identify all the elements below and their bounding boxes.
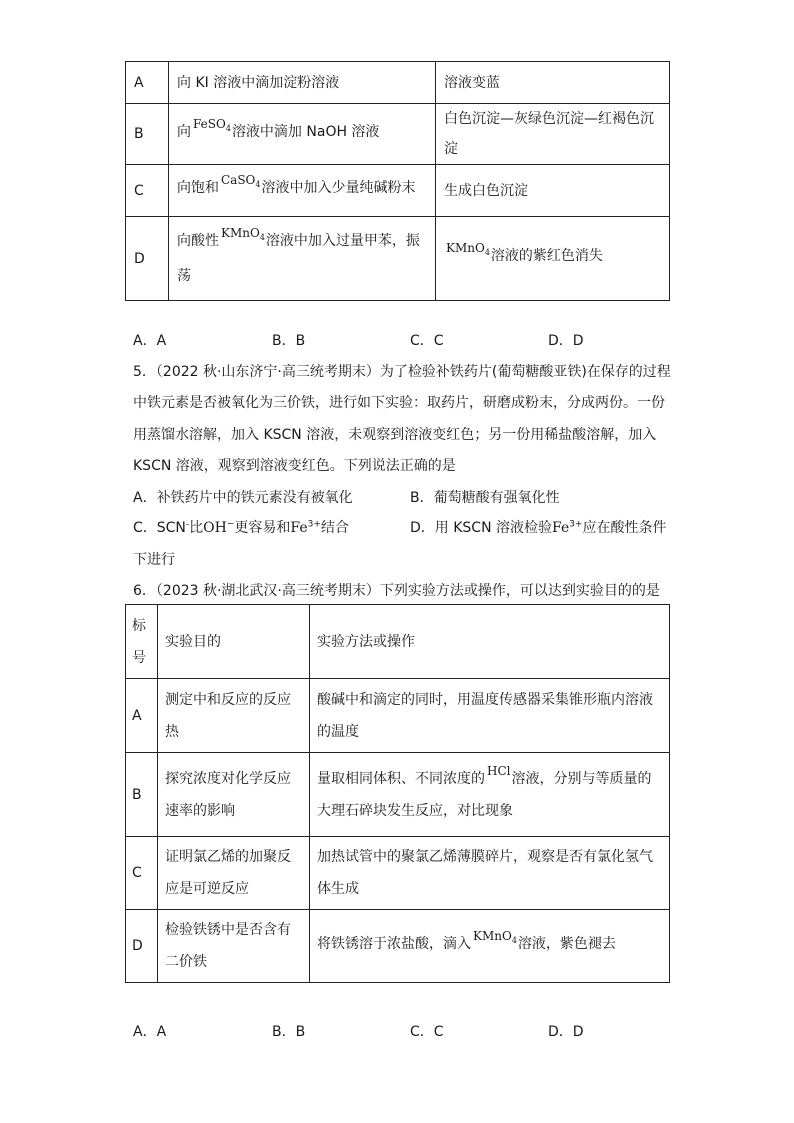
text-part: 溶液的紫红色消失 [490, 248, 603, 264]
formula-text: CaSO [221, 173, 256, 187]
q5-option-c[interactable] [133, 517, 349, 537]
text-part: 应在酸性条件 [582, 520, 667, 536]
superscript: − [226, 519, 235, 530]
option-d[interactable]: D．D [548, 1024, 584, 1040]
text-part: 证明氯乙烯的加聚反 [165, 849, 291, 865]
q5-option-b[interactable]: B．葡萄糖酸有强氧化性 [410, 490, 560, 506]
option-c[interactable]: C．C [410, 1024, 444, 1040]
row-label: C [126, 165, 169, 217]
superscript: - [185, 519, 190, 530]
method-cell [310, 679, 670, 753]
text-part: 应是可逆反应 [165, 881, 249, 897]
header-label [126, 605, 158, 679]
option-b[interactable]: B．B [272, 1024, 306, 1040]
text-part: C．SCN [133, 520, 186, 536]
text-part: 标 [132, 617, 146, 634]
formula-text: OH [203, 520, 227, 536]
table-row [126, 62, 670, 104]
formula-text: KMnO [446, 241, 485, 255]
text-part: 溶液中加入少量纯碱粉末 [261, 180, 416, 196]
q6-table [125, 604, 670, 983]
text-part: 量取相同体积、不同浓度的 [317, 770, 485, 787]
q5-stem-line: KSCN 溶液，观察到溶液变红色。下列说法正确的是 [133, 458, 456, 474]
formula [473, 929, 517, 943]
text-part: 速率的影响 [165, 802, 235, 819]
header-method: 实验方法或操作 [310, 605, 670, 679]
formula-text: Fe [552, 520, 570, 536]
option-a[interactable]: A．A [133, 1024, 167, 1040]
text-part: 溶液中加入过量甲苯，振 [265, 233, 420, 249]
formula [221, 226, 265, 240]
phenomenon-cell [436, 217, 670, 301]
table-row [126, 679, 670, 753]
method-cell [310, 910, 670, 983]
text-part: 体生成 [317, 881, 359, 897]
q4-table [125, 61, 670, 301]
formula-text: Fe [290, 520, 308, 536]
text-part: 加热试管中的聚氯乙烯薄膜碎片，观察是否有氯化氢气 [317, 849, 653, 865]
q5-option-d[interactable] [410, 517, 667, 537]
table-header-row [126, 605, 670, 679]
text-part: 溶液中滴加 NaOH 溶液 [231, 123, 380, 140]
q5-stem-line: 5．（2022 秋·山东济宁·高三统考期末）为了检验补铁药片(葡萄糖酸亚铁)在保存的过程 [133, 364, 671, 380]
text-part: 更容易和 [234, 520, 291, 536]
text-part: 酸碱中和滴定的同时，用温度传感器采集锥形瓶内溶液 [317, 691, 653, 708]
table-row [126, 910, 670, 983]
row-label: D [126, 217, 169, 301]
formula-text: FeSO [193, 116, 226, 131]
text-part: 大理石碎块发生反应，对比现象 [317, 802, 513, 819]
operation-cell: 向 KI 溶液中滴加淀粉溶液 [169, 62, 436, 104]
text-part: 比 [189, 520, 204, 536]
text-part: 探究浓度对化学反应 [165, 770, 291, 787]
option-a[interactable]: A．A [133, 333, 167, 349]
row-label: B [126, 104, 169, 165]
superscript: 3+ [569, 519, 583, 530]
table-row [126, 217, 670, 301]
formula-text: KMnO [221, 226, 260, 240]
text-part: 热 [165, 723, 179, 740]
text-part: 将铁锈溶于浓盐酸，滴入 [317, 935, 471, 952]
formula-subscript: 4 [255, 180, 261, 189]
phenomenon-cell: 生成白色沉淀 [436, 165, 670, 217]
row-label: A [126, 679, 158, 753]
formula [446, 241, 490, 255]
purpose-cell [158, 837, 310, 910]
operation-cell [169, 165, 436, 217]
q5-stem-line: 中铁元素是否被氧化为三价铁，进行如下实验：取药片，研磨成粉末，分成两份。一份 [133, 395, 665, 411]
q6-stem: 6．（2023 秋·湖北武汉·高三统考期末）下列实验方法或操作，可以达到实验目的的是 [133, 583, 660, 599]
method-cell [310, 837, 670, 910]
text-part: 溶液，分别与等质量的 [511, 770, 652, 787]
text-part: 荡 [177, 268, 191, 284]
phenomenon-cell: 白色沉淀—灰绿色沉淀—红褐色沉淀 [436, 104, 670, 165]
text-part: 向饱和 [177, 180, 219, 196]
text-part: 结合 [320, 520, 349, 536]
text-part: D．用 KSCN 溶液检验 [410, 520, 552, 536]
table-row [126, 837, 670, 910]
purpose-cell [158, 910, 310, 983]
formula [221, 173, 261, 187]
text-part: 向酸性 [177, 233, 219, 249]
formula-subscript: 4 [225, 123, 231, 133]
table-row [126, 165, 670, 217]
purpose-cell [158, 679, 310, 753]
row-label: C [126, 837, 158, 910]
superscript: 3+ [307, 519, 321, 530]
formula-subscript: 4 [511, 935, 517, 945]
q5-option-a[interactable]: A．补铁药片中的铁元素没有被氧化 [133, 490, 353, 506]
method-cell [310, 753, 670, 837]
text-part: 测定中和反应的反应 [165, 691, 291, 708]
text-part: 二价铁 [165, 954, 207, 970]
table-row [126, 104, 670, 165]
operation-cell [169, 217, 436, 301]
operation-cell [169, 104, 436, 165]
text-part: 的温度 [317, 723, 359, 740]
table-row [126, 753, 670, 837]
formula-text: KMnO [473, 928, 512, 943]
formula [193, 117, 231, 131]
header-purpose: 实验目的 [158, 605, 310, 679]
text-part: 检验铁锈中是否含有 [165, 922, 291, 938]
row-label: A [126, 62, 169, 104]
option-c[interactable]: C．C [410, 333, 444, 349]
q5-option-d-cont: 下进行 [133, 552, 175, 568]
formula-subscript: 4 [259, 233, 265, 242]
formula: HCl [487, 763, 511, 778]
text-part: 号 [132, 649, 146, 666]
purpose-cell [158, 753, 310, 837]
q5-stem-line: 用蒸馏水溶解，加入 KSCN 溶液，未观察到溶液变红色；另一份用稀盐酸溶解，加入 [133, 427, 657, 443]
option-d[interactable]: D．D [548, 333, 584, 349]
formula-subscript: 4 [484, 248, 490, 257]
row-label: B [126, 753, 158, 837]
row-label: D [126, 910, 158, 983]
phenomenon-cell: 溶液变蓝 [436, 62, 670, 104]
option-b[interactable]: B．B [272, 333, 306, 349]
text-part: 溶液，紫色褪去 [517, 935, 616, 952]
text-part: 向 [177, 123, 191, 140]
